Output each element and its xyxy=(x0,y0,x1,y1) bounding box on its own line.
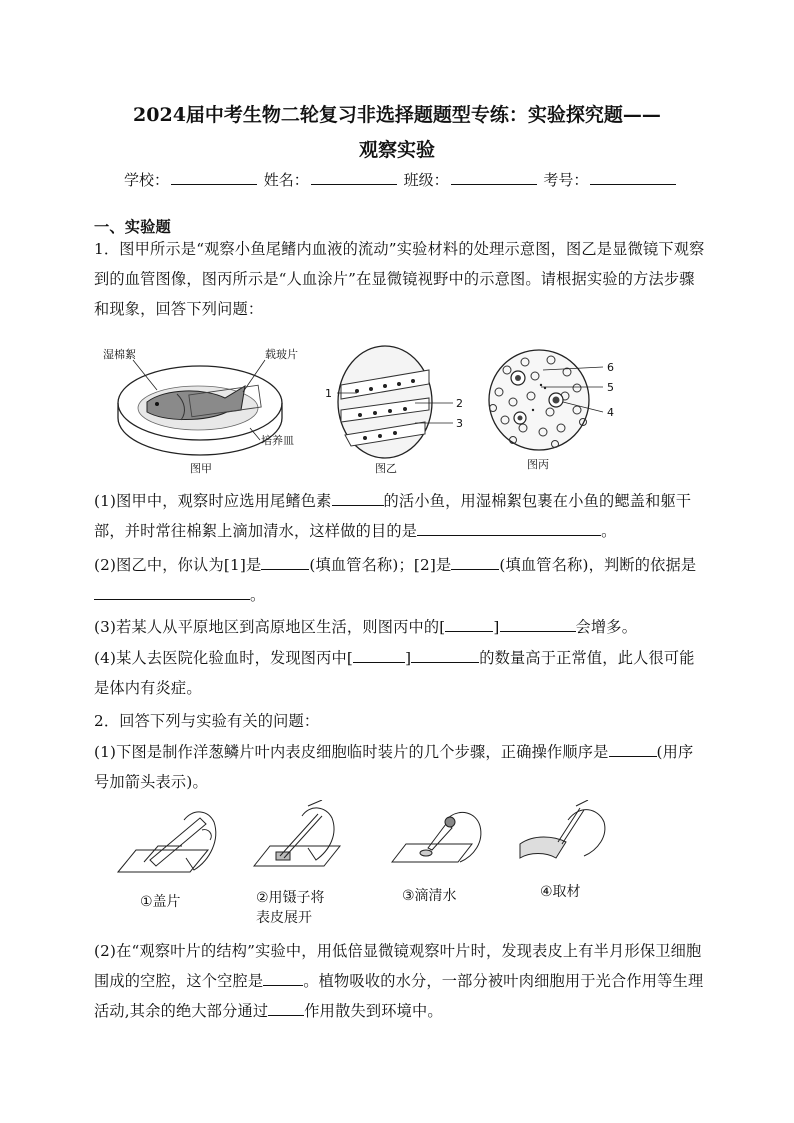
section-heading: 一、实验题 xyxy=(94,218,171,236)
label-yi-1: 1 xyxy=(325,387,332,400)
step3-illustration xyxy=(392,812,481,862)
q1-part4-text-a: (4)某人去医院化验血时，发现图丙中[ xyxy=(94,649,354,667)
label-bing-5: 5 xyxy=(607,381,614,394)
caption-yi: 图乙 xyxy=(375,462,397,475)
step1-label: ①盖片 xyxy=(140,894,181,910)
q2-part1-text-b: (用序号加箭头表示)。 xyxy=(94,743,694,791)
page-title-line1: 2024届中考生物二轮复习非选择题题型专练：实验探究题—— xyxy=(133,104,661,126)
q1-part3-text-b: ] xyxy=(493,618,500,636)
q1-part4 xyxy=(94,643,706,703)
q1-part2-blank3[interactable] xyxy=(94,583,250,600)
q2-part2-text-a: (2)在“观察叶片的结构”实验中，用低倍显微镜观察叶片时，发现表皮上有半月形保卫细胞围成的空腔，这个空腔是 xyxy=(94,942,702,990)
q1-part3 xyxy=(94,612,706,642)
step2-label-line1: ②用镊子将 xyxy=(256,890,325,906)
q2-part2 xyxy=(94,936,706,1026)
q2-steps-figure xyxy=(110,800,610,932)
school-blank[interactable] xyxy=(171,170,257,185)
school-label: 学校： xyxy=(124,171,170,189)
label-bing-6: 6 xyxy=(607,361,614,374)
q1-part2-text-a: (2)图乙中，你认为[1]是 xyxy=(94,556,262,574)
label-yi-3: 3 xyxy=(456,417,463,430)
q2-part1-text-a: (1)下图是制作洋葱鳞片叶内表皮细胞临时装片的几个步骤，正确操作顺序是 xyxy=(94,743,609,761)
q2-part2-text-b: 。植物吸收的水分，一部分被叶肉细胞用于光合作用等生理活动,其余的绝大部分通过 xyxy=(94,972,704,1020)
figure-bing xyxy=(489,350,614,471)
q2-part2-blank2[interactable] xyxy=(268,999,304,1016)
q1-part3-text-a: (3)若某人从平原地区到高原地区生活，则图丙中的[ xyxy=(94,618,446,636)
q1-part3-blank1[interactable] xyxy=(445,615,493,632)
q1-part1 xyxy=(94,486,706,546)
q1-part3-text-c: 会增多。 xyxy=(575,618,638,636)
step2-illustration xyxy=(254,800,340,866)
q1-part1-text-b: 的活小鱼，用湿棉絮包裹在小鱼的鳃盖和躯干部，并时常往棉絮上滴加清水，这样做的目的是 xyxy=(94,492,692,540)
label-slide: 载玻片 xyxy=(265,348,298,361)
q1-stem: 1．图甲所示是“观察小鱼尾鳍内血液的流动”实验材料的处理示意图，图乙是显微镜下观察到的血管图像，图丙所示是“人血涂片”在显微镜视野中的示意图。请根据实验的方法步骤和现象，回答下列问题： xyxy=(94,240,705,318)
figure-yi xyxy=(325,346,463,475)
step1-illustration xyxy=(118,812,216,872)
q1-part1-blank1[interactable] xyxy=(332,489,384,506)
q1-part4-blank2[interactable] xyxy=(411,646,479,663)
class-label: 班级： xyxy=(403,171,449,189)
q1-part2-text-d: 。 xyxy=(250,586,266,604)
class-blank[interactable] xyxy=(451,170,537,185)
q1-part1-blank2[interactable] xyxy=(417,519,601,536)
q1-part2 xyxy=(94,550,706,610)
q1-part2-blank1[interactable] xyxy=(261,553,309,570)
q1-figures xyxy=(95,340,705,480)
figure-jia xyxy=(103,347,298,475)
q1-part2-text-b: (填血管名称)；[2]是 xyxy=(309,556,452,574)
student-info xyxy=(124,168,684,192)
q2-part2-blank1[interactable] xyxy=(263,969,303,986)
name-label: 姓名： xyxy=(263,171,309,189)
q1-part1-text-a: (1)图甲中，观察时应选用尾鳍色素 xyxy=(94,492,332,510)
label-yi-2: 2 xyxy=(456,397,463,410)
caption-bing: 图丙 xyxy=(527,458,549,471)
step4-illustration xyxy=(520,800,605,858)
caption-jia: 图甲 xyxy=(190,462,212,475)
q2-part1 xyxy=(94,737,706,797)
label-dish: 培养皿 xyxy=(261,434,294,447)
page-title-line2: 观察实验 xyxy=(358,139,435,161)
number-blank[interactable] xyxy=(590,170,676,185)
q1-part4-blank1[interactable] xyxy=(353,646,405,663)
q1-part3-blank2[interactable] xyxy=(500,615,576,632)
label-cotton: 湿棉絮 xyxy=(103,348,136,361)
step2-label-line2: 表皮展开 xyxy=(256,910,312,926)
q1-part2-blank2[interactable] xyxy=(451,553,499,570)
number-label: 考号： xyxy=(543,171,589,189)
q2-stem: 2．回答下列与实验有关的问题： xyxy=(94,712,320,730)
step3-label: ③滴清水 xyxy=(402,888,457,904)
label-bing-4: 4 xyxy=(607,406,614,419)
q1-part2-text-c: (填血管名称)，判断的依据是 xyxy=(499,556,697,574)
q1-part4-text-b: ] xyxy=(405,649,412,667)
q1-part4-text-c: 的数量高于正常值，此人很可能是体内有炎症。 xyxy=(94,649,695,697)
q2-part1-blank1[interactable] xyxy=(609,740,657,757)
q1-part1-text-c: 。 xyxy=(601,522,617,540)
step4-label: ④取材 xyxy=(540,884,581,900)
name-blank[interactable] xyxy=(311,170,397,185)
q2-part2-text-c: 作用散失到环境中。 xyxy=(304,1002,443,1020)
